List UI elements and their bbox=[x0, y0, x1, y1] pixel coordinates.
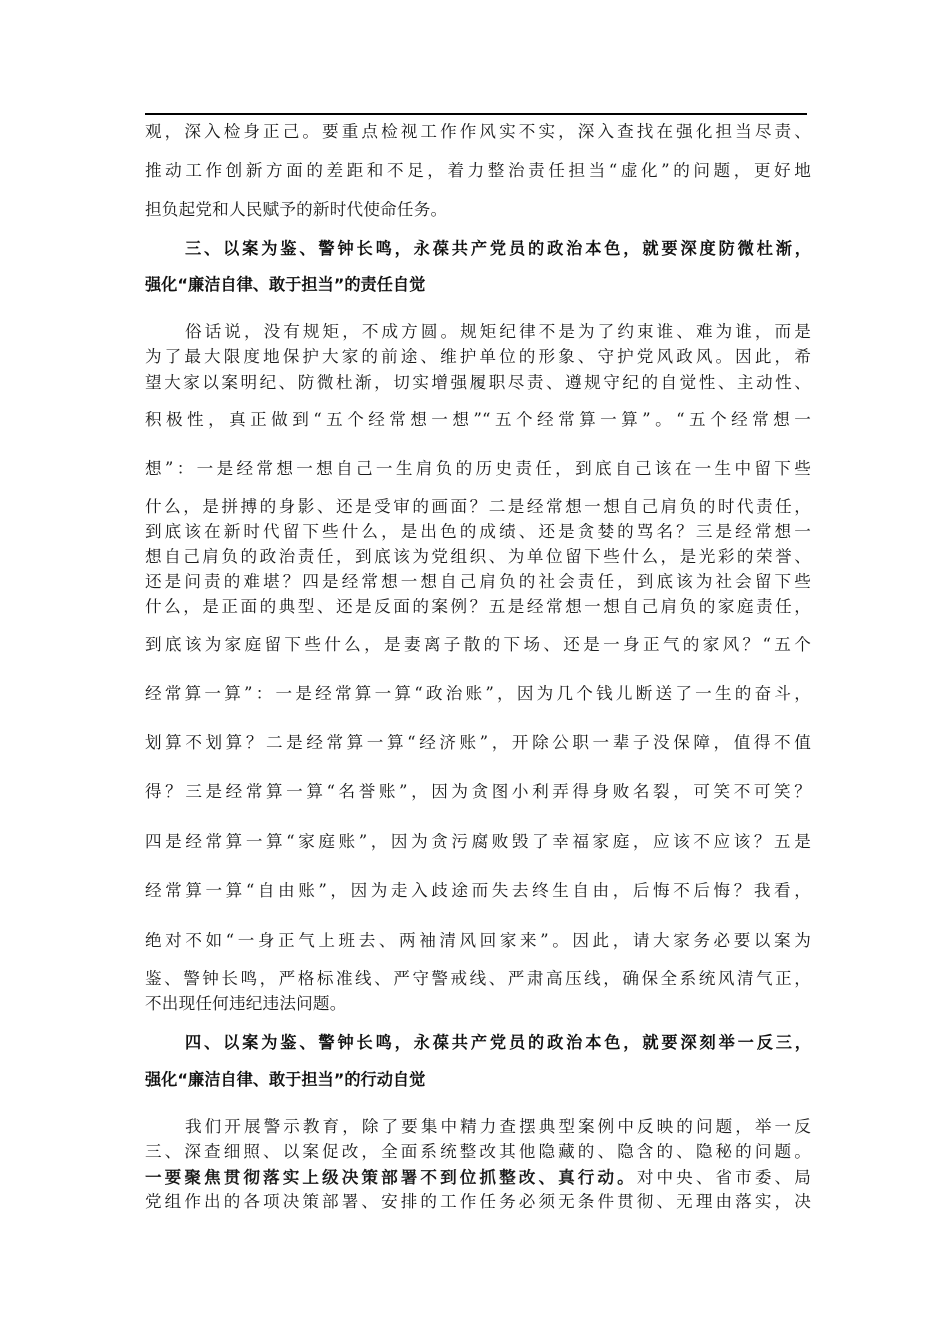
text-line: 绝对不如“一身正气上班去、两袖清风回家来”。因此，请大家务必要以案为 bbox=[145, 931, 811, 950]
section-heading-4: 四、以案为鉴、警钟长鸣，永葆共产党员的政治本色，就要深刻举一反三， bbox=[185, 1033, 811, 1052]
text-line: 望大家以案明纪、防微杜渐，切实增强履职尽责、遵规守纪的自觉性、主动性、 bbox=[145, 373, 811, 392]
text-line: 得？三是经常算一算“名誉账”，因为贪图小利弄得身败名裂，可笑不可笑？ bbox=[145, 782, 811, 801]
text-line: 想自己肩负的政治责任，到底该为党组织、为单位留下些什么，是光彩的荣誉、 bbox=[145, 547, 811, 566]
text-line: 我们开展警示教育，除了要集中精力查摆典型案例中反映的问题，举一反 bbox=[185, 1117, 811, 1136]
text-line: 俗话说，没有规矩，不成方圆。规矩纪律不是为了约束谁、难为谁，而是 bbox=[185, 322, 811, 341]
text-line: 观，深入检身正己。要重点检视工作作风实不实，深入查找在强化担当尽责、 bbox=[145, 122, 811, 141]
text-segment: 对中央、省市委、局 bbox=[636, 1168, 811, 1187]
text-line-mixed bbox=[145, 1167, 811, 1188]
text-line: 到底该在新时代留下些什么，是出色的成绩、还是贪婪的骂名？三是经常想一 bbox=[145, 522, 811, 541]
text-line: 鉴、警钟长鸣，严格标准线、严守警戒线、严肃高压线，确保全系统风清气正， bbox=[145, 969, 811, 988]
text-line: 不出现任何违纪违法问题。 bbox=[145, 994, 347, 1013]
text-line: 经常算一算“自由账”，因为走入歧途而失去终生自由，后悔不后悔？我看， bbox=[145, 881, 811, 900]
section-heading-3: 三、以案为鉴、警钟长鸣，永葆共产党员的政治本色，就要深度防微杜渐， bbox=[185, 239, 811, 258]
text-line: 经常算一算”：一是经常算一算“政治账”，因为几个钱儿断送了一生的奋斗， bbox=[145, 684, 811, 703]
text-line: 什么，是拼搏的身影、还是受审的画面？二是经常想一想自己肩负的时代责任， bbox=[145, 497, 811, 516]
text-line: 到底该为家庭留下些什么，是妻离子散的下场、还是一身正气的家风？“五个 bbox=[145, 635, 811, 654]
section-heading-3-cont: 强化“廉洁自律、敢于担当”的责任自觉 bbox=[145, 275, 426, 294]
text-line: 党组作出的各项决策部署、安排的工作任务必须无条件贯彻、无理由落实，决 bbox=[145, 1192, 811, 1211]
section-heading-4-cont: 强化“廉洁自律、敢于担当”的行动自觉 bbox=[145, 1070, 426, 1089]
emphasis-text: 一要聚焦贯彻落实上级决策部署不到位抓整改、真行动。 bbox=[145, 1167, 637, 1187]
text-line: 为了最大限度地保护大家的前途、维护单位的形象、守护党风政风。因此，希 bbox=[145, 347, 811, 366]
text-line: 三、深查细照、以案促改，全面系统整改其他隐藏的、隐含的、隐秘的问题。 bbox=[145, 1142, 811, 1161]
text-line: 划算不划算？二是经常算一算“经济账”，开除公职一辈子没保障，值得不值 bbox=[145, 733, 811, 752]
text-line: 什么，是正面的典型、还是反面的案例？五是经常想一想自己肩负的家庭责任， bbox=[145, 597, 811, 616]
text-line: 还是问责的难堪？四是经常想一想自己肩负的社会责任，到底该为社会留下些 bbox=[145, 572, 811, 591]
header-rule bbox=[145, 113, 807, 115]
text-line: 四是经常算一算“家庭账”，因为贪污腐败毁了幸福家庭，应该不应该？五是 bbox=[145, 832, 811, 851]
text-line: 想”：一是经常想一想自己一生肩负的历史责任，到底自己该在一生中留下些 bbox=[145, 459, 811, 478]
text-line: 担负起党和人民赋予的新时代使命任务。 bbox=[145, 200, 448, 219]
text-line: 推动工作创新方面的差距和不足，着力整治责任担当“虚化”的问题，更好地 bbox=[145, 161, 811, 180]
text-line: 积极性，真正做到“五个经常想一想”“五个经常算一算”。“五个经常想一 bbox=[145, 410, 811, 429]
